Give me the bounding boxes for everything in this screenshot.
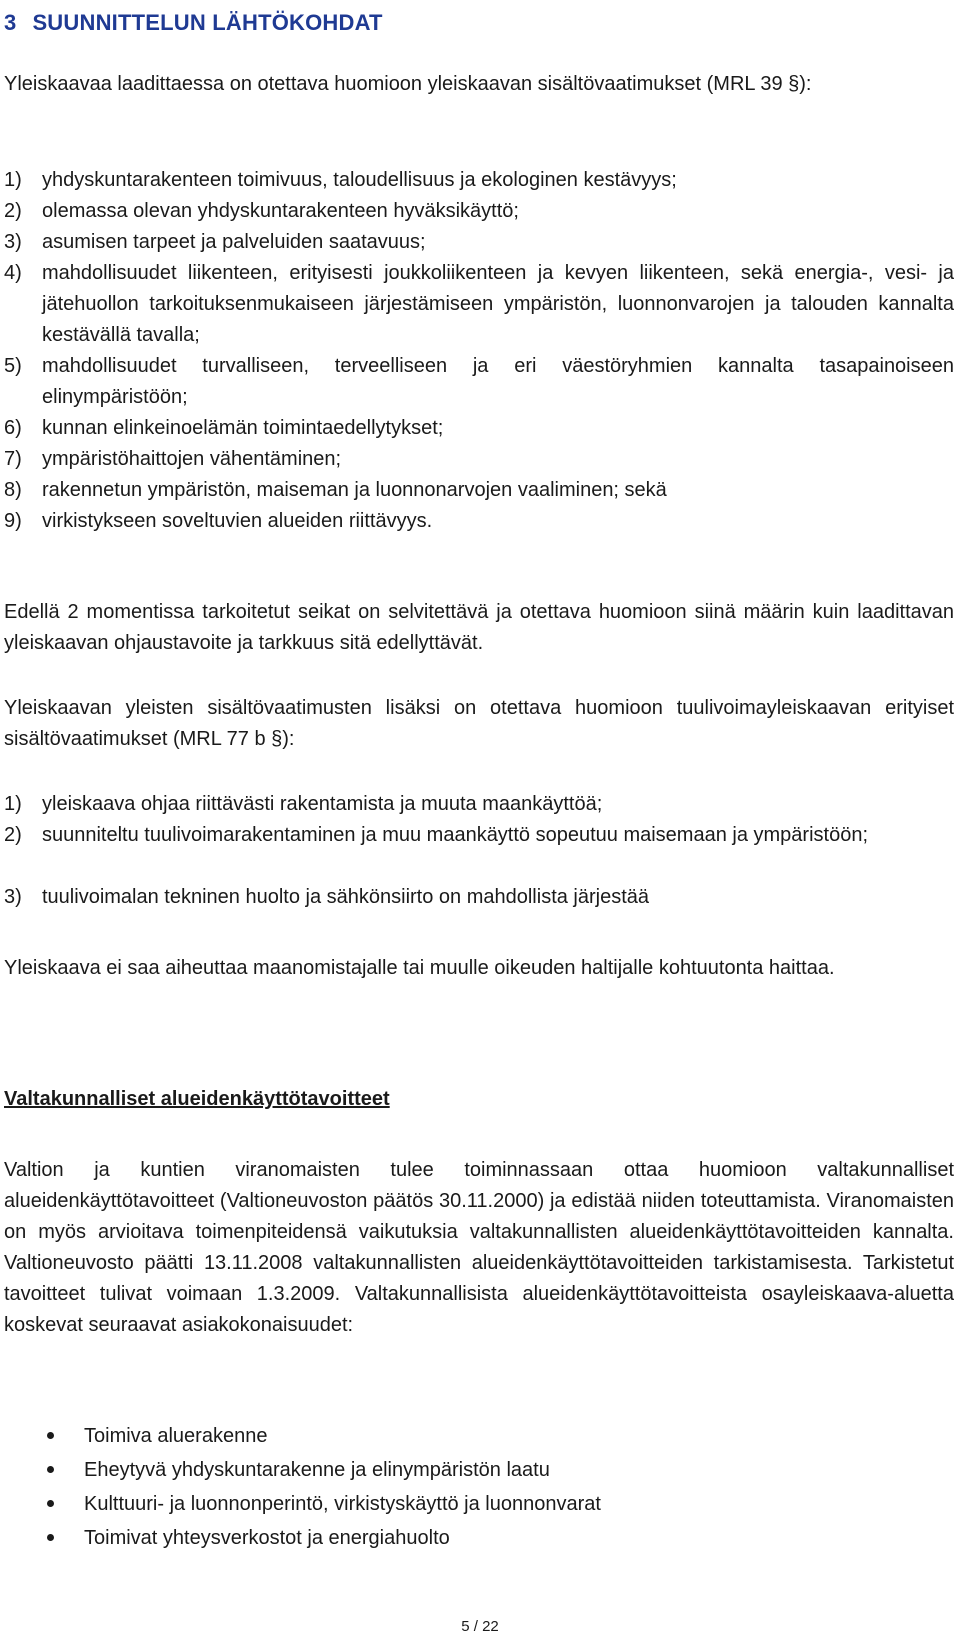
list1-item-number: 5) <box>4 355 22 377</box>
page-number: 5 / 22 <box>461 1618 499 1635</box>
list1-item-text: virkistykseen soveltuvien alueiden riittävyys. <box>42 510 433 532</box>
list1-item-6 <box>4 413 954 444</box>
section-heading <box>4 10 383 36</box>
list2-item-text: yleiskaava ohjaa riittävästi rakentamista ja muuta maankäyttöä; <box>42 793 603 815</box>
document-page <box>4 0 956 1647</box>
intro-paragraph: Yleiskaavaa laadittaessa on otettava huomioon yleiskaavan sisältövaatimukset (MRL 39 §): <box>4 73 812 95</box>
list1-item-text: yhdyskuntarakenteen toimivuus, taloudellisuus ja ekologinen kestävyys; <box>42 169 677 191</box>
paragraph-considerations: Edellä 2 momentissa tarkoitetut seikat on selvitettävä ja otettava huomioon siinä määrin kuin laadittavan yleiskaavan ohjaustavoite ja tarkkuus sitä edellyttävät. <box>4 601 954 654</box>
list1-item-text: ympäristöhaittojen vähentäminen; <box>42 448 342 470</box>
list1-item-text: asumisen tarpeet ja palveluiden saatavuus; <box>42 231 426 253</box>
section-title: SUUNNITTELUN LÄHTÖKOHDAT <box>32 10 383 35</box>
list1-item-number: 4) <box>4 262 22 284</box>
list2-item-number: 2) <box>4 824 22 846</box>
paragraph-landowner: Yleiskaava ei saa aiheuttaa maanomistajalle tai muulle oikeuden haltijalle kohtuutonta haittaa. <box>4 957 835 979</box>
list2-item-3 <box>4 882 954 913</box>
list2-item-2 <box>4 820 954 851</box>
list1-item-number: 7) <box>4 448 22 470</box>
subheading: Valtakunnalliset alueidenkäyttötavoitteet <box>4 1088 390 1110</box>
list1-item-text: mahdollisuudet liikenteen, erityisesti joukkoliikenteen ja kevyen liikenteen, sekä energia-, vesi- ja jätehuollon tarkoituksenmukaiseen järjestämiseen ympäristön, luonnonvarojen ja talouden kannalta kestävällä tavalla; <box>42 262 954 346</box>
list1-item-text: olemassa olevan yhdyskuntarakenteen hyväksikäyttö; <box>42 200 519 222</box>
list-item <box>4 1487 904 1521</box>
list1-item-1 <box>4 165 954 196</box>
paragraph-national-goals: Valtion ja kuntien viranomaisten tulee toiminnassaan ottaa huomioon valtakunnalliset alueidenkäyttötavoitteet (Valtioneuvoston päätös 30.11.2000) ja edistää niiden toteuttamista. Viranomaisten on myös arvioitava toimenpiteidensä vaikutuksia valtakunnallisten alueidenkäyttötavoitteiden kannalta. Valtioneuvosto päätti 13.11.2008 valtakunnallisten alueidenkäyttötavoitteiden tarkistamisesta. Tarkistetut tavoitteet tulivat voimaan 1.3.2009. Valtakunnallisista alueidenkäyttötavoitteista osayleiskaava-aluetta koskevat seuraavat asiakokonaisuudet: <box>4 1159 954 1336</box>
bullet-text: Eheytyvä yhdyskuntarakenne ja elinympäristön laatu <box>84 1459 550 1481</box>
paragraph-wind-requirements: Yleiskaavan yleisten sisältövaatimusten lisäksi on otettava huomioon tuulivoimayleiskaavan erityiset sisältövaatimukset (MRL 77 b §): <box>4 697 954 750</box>
list1-item-number: 3) <box>4 231 22 253</box>
list1-item-number: 1) <box>4 169 22 191</box>
section-number: 3 <box>4 10 17 35</box>
list1-item-text: rakennetun ympäristön, maiseman ja luonnonarvojen vaaliminen; sekä <box>42 479 667 501</box>
list1-item-text: kunnan elinkeinoelämän toimintaedellytykset; <box>42 417 444 439</box>
list1-item-number: 2) <box>4 200 22 222</box>
list2-item-number: 1) <box>4 793 22 815</box>
list-item <box>4 1453 904 1487</box>
list2-item-number: 3) <box>4 886 22 908</box>
list1-item-4 <box>4 258 954 351</box>
bullet-icon <box>47 1500 54 1507</box>
bullet-icon <box>47 1534 54 1541</box>
list1-item-9 <box>4 506 954 537</box>
bullet-list <box>4 1419 904 1555</box>
list1-item-5 <box>4 351 954 413</box>
bullet-icon <box>47 1432 54 1439</box>
list1-item-8 <box>4 475 954 506</box>
bullet-text: Kulttuuri- ja luonnonperintö, virkistyskäyttö ja luonnonvarat <box>84 1493 601 1515</box>
list1-item-7 <box>4 444 954 475</box>
list1-item-number: 6) <box>4 417 22 439</box>
list1-item-number: 9) <box>4 510 22 532</box>
list-item <box>4 1419 904 1453</box>
list2-item-text: tuulivoimalan tekninen huolto ja sähkönsiirto on mahdollista järjestää <box>42 886 650 908</box>
list1-item-number: 8) <box>4 479 22 501</box>
list-item <box>4 1521 904 1555</box>
list2-item-1 <box>4 789 954 820</box>
list1-item-text: mahdollisuudet turvalliseen, terveelliseen ja eri väestöryhmien kannalta tasapainoiseen elinympäristöön; <box>42 355 954 408</box>
list2-item-text: suunniteltu tuulivoimarakentaminen ja muu maankäyttö sopeutuu maisemaan ja ympäristöön; <box>42 824 869 846</box>
bullet-icon <box>47 1466 54 1473</box>
list1-item-3 <box>4 227 954 258</box>
list1-item-2 <box>4 196 954 227</box>
bullet-text: Toimivat yhteysverkostot ja energiahuolto <box>84 1527 450 1549</box>
bullet-text: Toimiva aluerakenne <box>84 1425 268 1447</box>
